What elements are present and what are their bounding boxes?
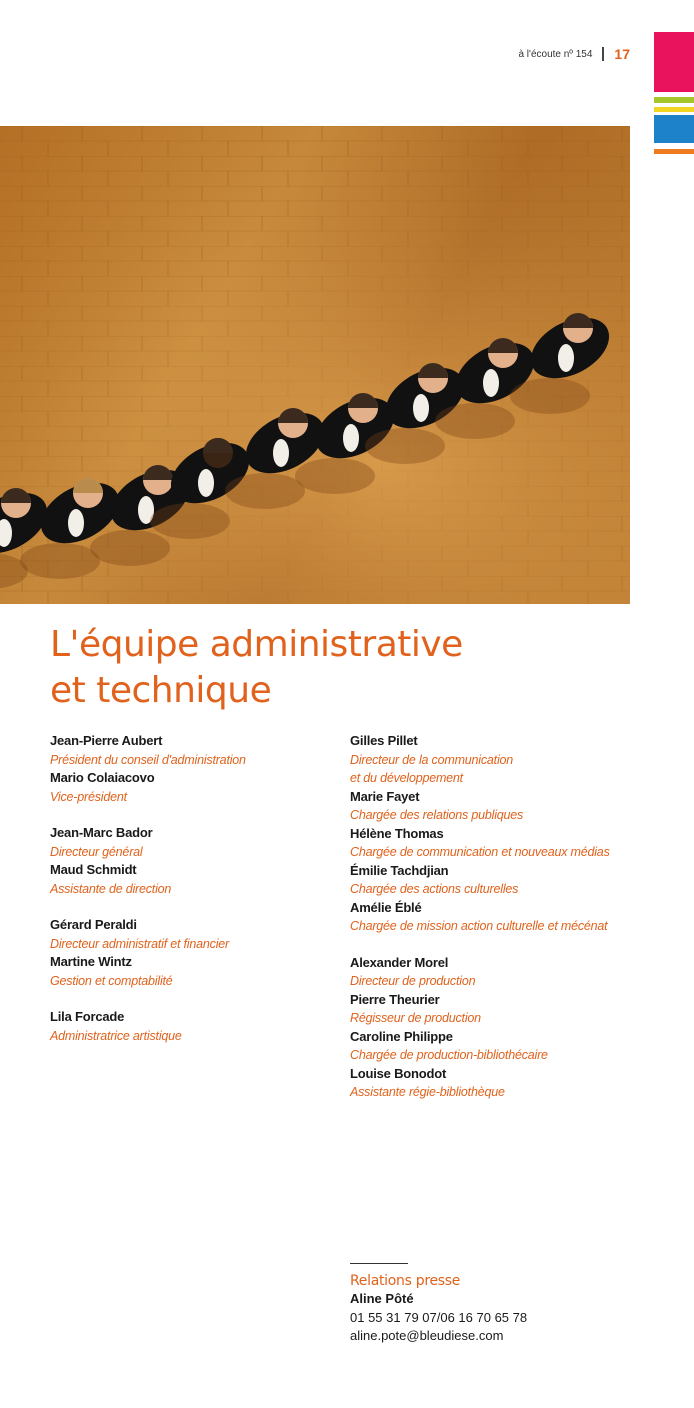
press-contact <box>350 1263 527 1346</box>
staff-name: Gérard Peraldi <box>50 917 137 932</box>
staff-name: Jean-Marc Bador <box>50 825 153 840</box>
staff-role: Administratrice artistique <box>50 1028 182 1043</box>
press-phone: 01 55 31 79 07/06 16 70 65 78 <box>350 1309 528 1325</box>
staff-role: et du développement <box>350 771 463 785</box>
staff-role: Vice-président <box>50 789 127 804</box>
section-color-tabs <box>654 32 694 154</box>
staff-name: Gilles Pillet <box>350 733 418 748</box>
page-header <box>518 46 630 62</box>
staff-name: Marie Fayet <box>350 788 420 804</box>
header-divider <box>602 47 604 61</box>
staff-role: Directeur de la communication <box>350 752 514 767</box>
page-number: 17 <box>614 46 630 62</box>
press-label: Relations presse <box>350 1273 461 1289</box>
staff-group <box>50 1008 350 1045</box>
staff-group <box>350 732 650 936</box>
staff-group <box>50 916 350 990</box>
staff-role: Chargée de production-bibliothécaire <box>350 1048 548 1062</box>
staff-group <box>50 732 350 806</box>
staff-role: Gestion et comptabilité <box>50 973 173 988</box>
page-title <box>50 622 463 714</box>
staff-role: Assistante régie-bibliothèque <box>350 1085 505 1099</box>
staff-name: Martine Wintz <box>50 954 132 969</box>
staff-column-right <box>350 732 650 1120</box>
team-photo <box>0 126 630 604</box>
staff-role: Directeur administratif et financier <box>50 936 229 951</box>
color-tab-magenta <box>654 32 694 92</box>
staff-name: Alexander Morel <box>350 954 449 970</box>
staff-role: Directeur de production <box>350 974 476 988</box>
title-line-2: et technique <box>50 670 272 711</box>
staff-name: Amélie Éblé <box>350 899 422 915</box>
staff-name: Émilie Tachdjian <box>350 862 449 878</box>
press-divider <box>350 1263 408 1264</box>
title-line-1: L'équipe administrative <box>50 624 463 665</box>
staff-name: Caroline Philippe <box>350 1028 453 1044</box>
staff-name: Hélène Thomas <box>350 825 444 841</box>
staff-role: Chargée des relations publiques <box>350 808 524 822</box>
staff-name: Mario Colaiacovo <box>50 770 155 785</box>
staff-role: Président du conseil d'administration <box>50 752 246 767</box>
staff-name: Pierre Theurier <box>350 991 440 1007</box>
magazine-issue: à l'écoute nº 154 <box>518 48 593 60</box>
staff-group <box>50 824 350 898</box>
press-name: Aline Pôté <box>350 1291 414 1306</box>
press-email: aline.pote@bleudiese.com <box>350 1328 504 1343</box>
staff-role: Chargée des actions culturelles <box>350 882 519 896</box>
staff-role: Chargée de communication et nouveaux médias <box>350 845 610 859</box>
staff-role: Régisseur de production <box>350 1011 481 1025</box>
staff-role: Chargée de mission action culturelle et mécénat <box>350 919 608 933</box>
color-tab-orange <box>654 149 694 154</box>
staff-name: Louise Bonodot <box>350 1065 447 1081</box>
staff-name: Maud Schmidt <box>50 862 137 877</box>
staff-role: Assistante de direction <box>50 881 172 896</box>
staff-name: Jean-Pierre Aubert <box>50 733 163 748</box>
staff-name: Lila Forcade <box>50 1009 125 1024</box>
staff-role: Directeur général <box>50 844 143 859</box>
staff-group <box>350 954 650 1102</box>
color-tab-blue <box>654 115 694 143</box>
staff-column-left <box>50 732 350 1063</box>
